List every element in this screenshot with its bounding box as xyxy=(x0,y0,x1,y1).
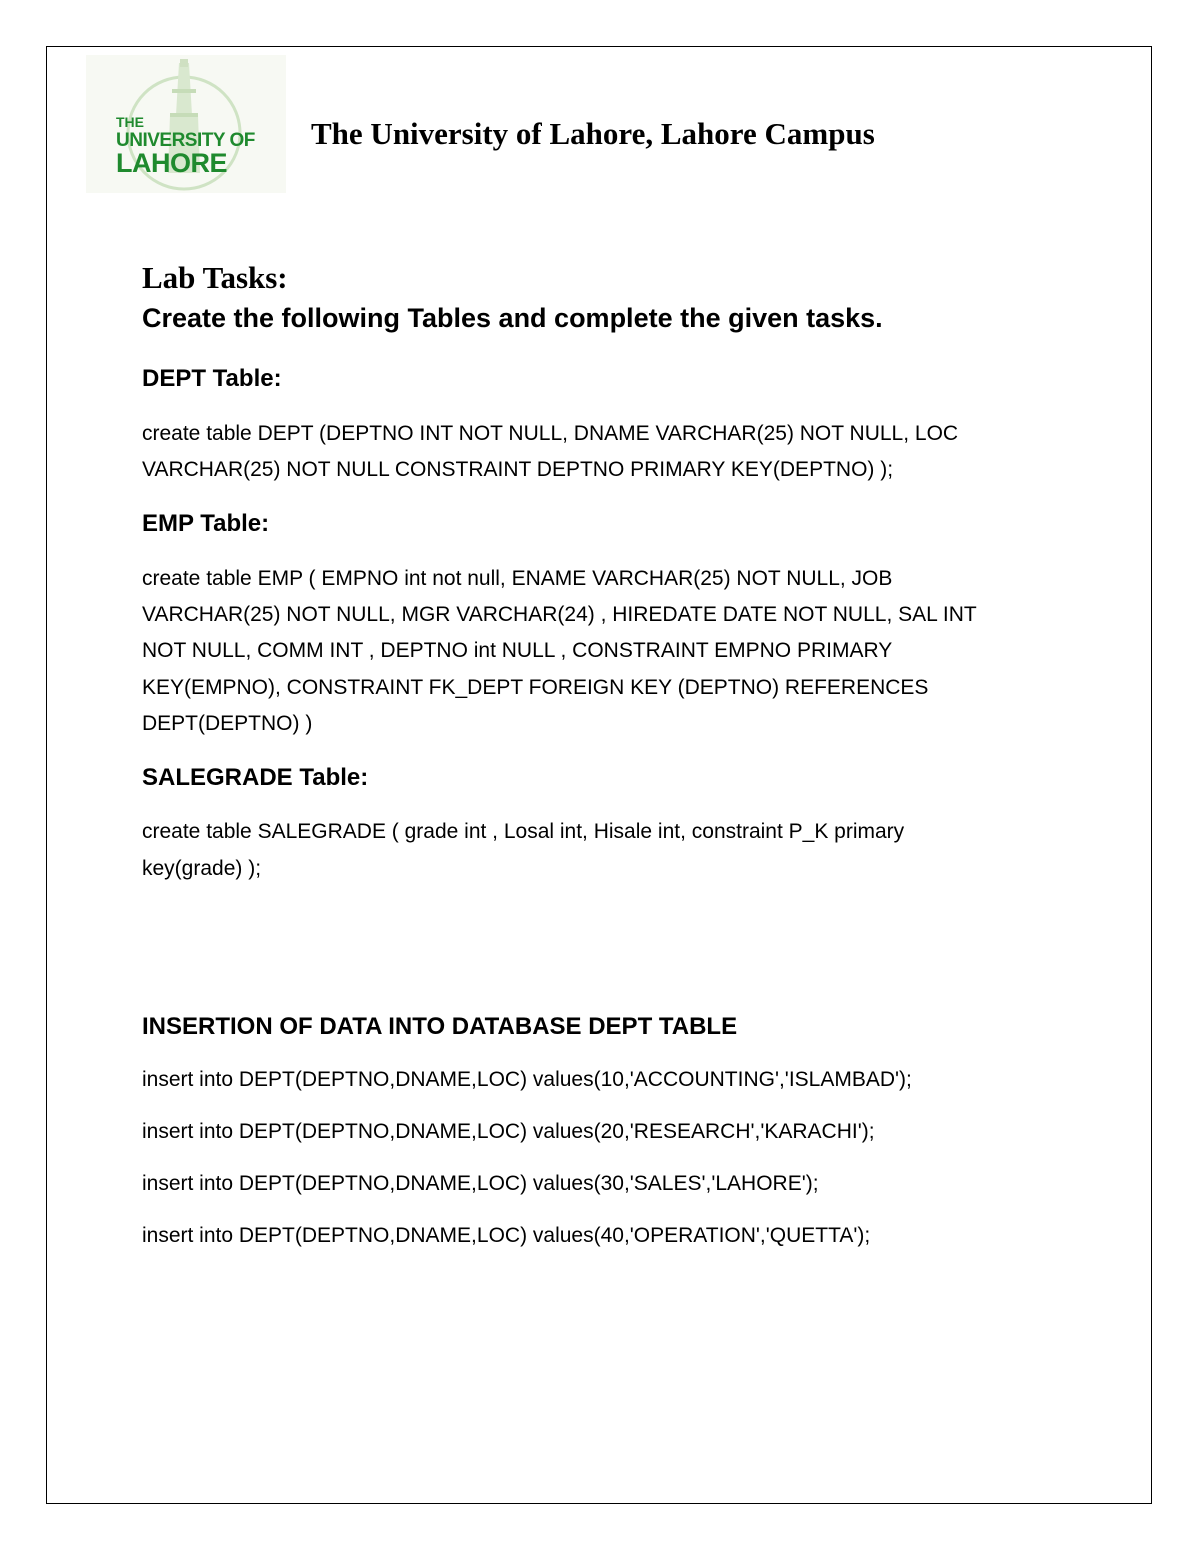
dept-table-heading: DEPT Table: xyxy=(142,365,282,392)
logo-text-the: THE xyxy=(116,114,144,130)
emp-sql-line: KEY(EMPNO), CONSTRAINT FK_DEPT FOREIGN KEY (DEPTNO) REFERENCES xyxy=(142,676,929,699)
insert-statement: insert into DEPT(DEPTNO,DNAME,LOC) values(40,'OPERATION','QUETTA'); xyxy=(142,1224,871,1247)
salegrade-table-heading: SALEGRADE Table: xyxy=(142,764,369,791)
university-logo xyxy=(86,55,286,193)
insertion-heading: INSERTION OF DATA INTO DATABASE DEPT TABLE xyxy=(142,1013,738,1040)
insert-statement: insert into DEPT(DEPTNO,DNAME,LOC) values(10,'ACCOUNTING','ISLAMBAD'); xyxy=(142,1068,912,1091)
page-title: The University of Lahore, Lahore Campus xyxy=(311,116,875,151)
emp-table-heading: EMP Table: xyxy=(142,510,270,537)
dept-sql-line: VARCHAR(25) NOT NULL CONSTRAINT DEPTNO PRIMARY KEY(DEPTNO) ); xyxy=(142,458,894,481)
logo-text-university-of: UNIVERSITY OF xyxy=(116,130,255,151)
emp-sql-line: VARCHAR(25) NOT NULL, MGR VARCHAR(24) , HIREDATE DATE NOT NULL, SAL INT xyxy=(142,603,977,626)
insert-statement: insert into DEPT(DEPTNO,DNAME,LOC) values(20,'RESEARCH','KARACHI'); xyxy=(142,1120,875,1143)
salegrade-sql-line: key(grade) ); xyxy=(142,857,262,880)
insert-statement: insert into DEPT(DEPTNO,DNAME,LOC) values(30,'SALES','LAHORE'); xyxy=(142,1172,819,1195)
lab-tasks-instructions: Create the following Tables and complete the given tasks. xyxy=(142,303,883,333)
logo-text-lahore: LAHORE xyxy=(116,148,227,178)
emp-sql-line: create table EMP ( EMPNO int not null, ENAME VARCHAR(25) NOT NULL, JOB xyxy=(142,567,893,590)
emp-sql-line: DEPT(DEPTNO) ) xyxy=(142,712,313,735)
salegrade-sql-line: create table SALEGRADE ( grade int , Losal int, Hisale int, constraint P_K primary xyxy=(142,820,905,843)
emp-sql-line: NOT NULL, COMM INT , DEPTNO int NULL , CONSTRAINT EMPNO PRIMARY xyxy=(142,639,893,662)
dept-sql-line: create table DEPT (DEPTNO INT NOT NULL, DNAME VARCHAR(25) NOT NULL, LOC xyxy=(142,422,959,445)
lab-tasks-heading: Lab Tasks: xyxy=(142,260,288,295)
